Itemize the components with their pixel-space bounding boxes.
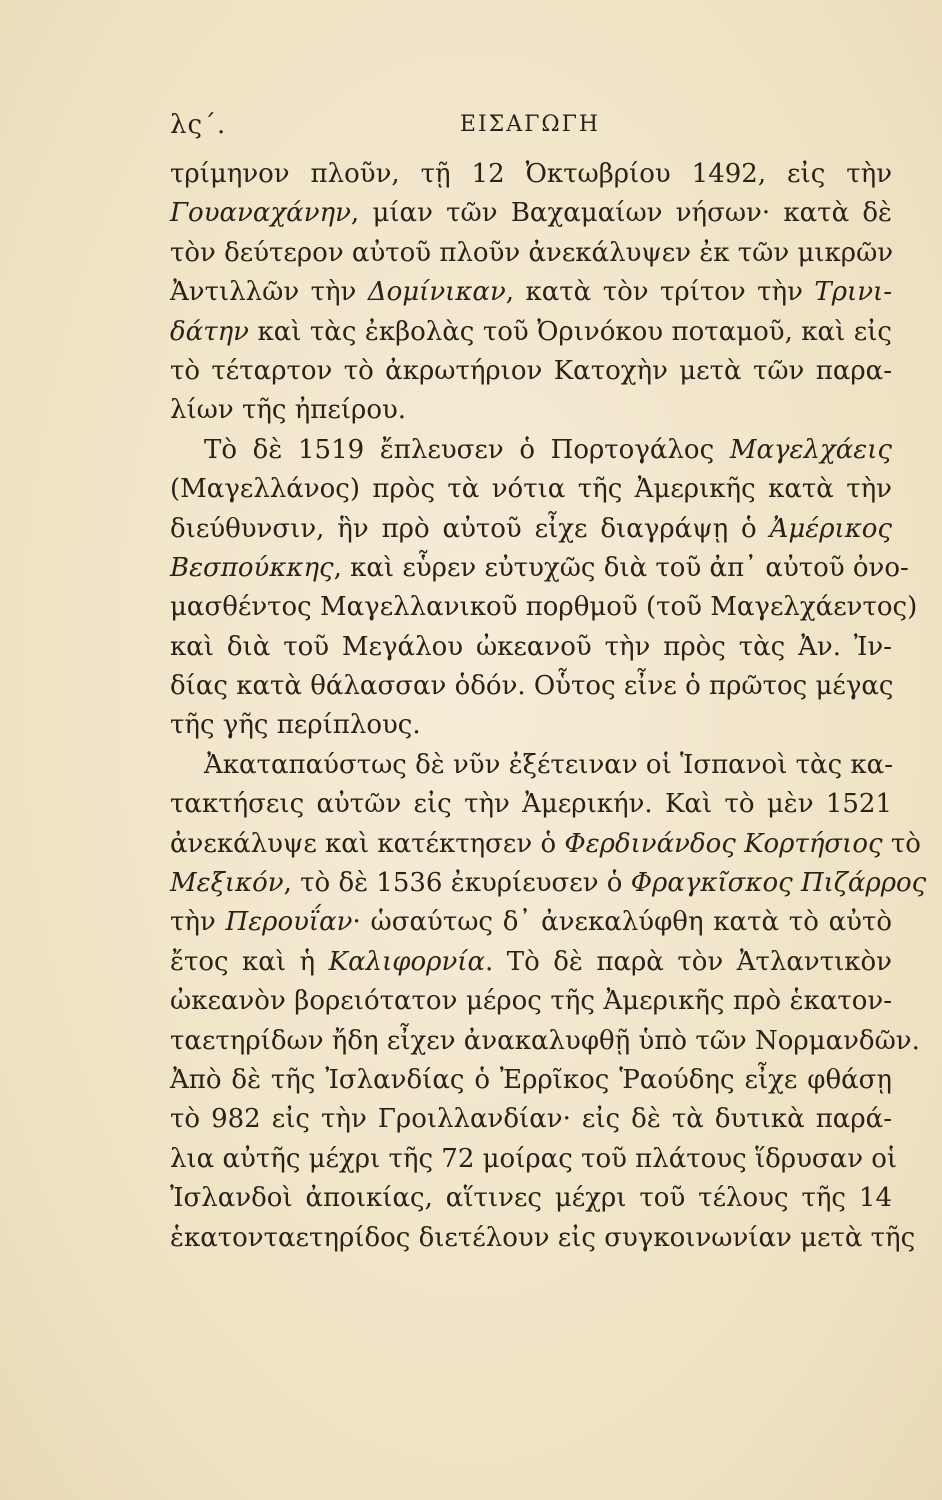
italic-text: Μεξικόν	[170, 868, 284, 899]
text-line	[170, 1100, 892, 1139]
italic-text: Μαγελχάεις	[729, 434, 892, 465]
text-segment: τῆς γῆς περίπλους.	[170, 710, 421, 741]
italic-text: Φερδινάνδος Κορτήσιος	[564, 828, 883, 859]
text-segment: ἔτος καὶ ἡ	[170, 946, 329, 977]
text-line	[170, 391, 892, 430]
text-segment: Τὸ δὲ 1519 ἔπλευσεν ὁ Πορτογάλος	[204, 434, 730, 465]
text-line	[170, 864, 927, 903]
text-segment: λια αὐτῆς μέχρι τῆς 72 μοίρας τοῦ πλάτους ἵδρυσαν οἱ	[170, 1143, 898, 1174]
text-line	[170, 510, 892, 549]
text-segment: Ἰσλανδοὶ ἀποικίας, αἵτινες μέχρι τοῦ τέλους τῆς 14	[170, 1183, 892, 1214]
text-segment: τὴν	[170, 907, 226, 938]
body-text	[170, 155, 927, 1258]
text-line	[170, 273, 892, 312]
text-segment: ἑκατονταετηρίδος διετέλουν εἰς συγκοινωνίαν μετὰ τῆς	[170, 1222, 916, 1253]
text-segment: δίας κατὰ θάλασσαν ὁδόν. Οὗτος εἶνε ὁ πρῶτος μέγας	[170, 671, 894, 702]
text-segment: τὸ	[882, 828, 921, 859]
text-segment: μασθέντος Μαγελλανικοῦ πορθμοῦ (τοῦ Μαγελχάεντος)	[170, 592, 918, 623]
italic-text: Τρινι-	[814, 277, 893, 308]
text-line	[170, 352, 892, 391]
text-line	[170, 155, 892, 194]
italic-text: Δομίνικαν	[367, 277, 506, 308]
text-line	[170, 628, 892, 667]
text-segment: Ἀπὸ δὲ τῆς Ἰσλανδίας ὁ Ἐρρῖκος Ῥαούδης εἶχε φθάσῃ	[170, 1064, 892, 1095]
text-segment: τὸ τέταρτον τὸ ἀκρωτήριον Κατοχὴν μετὰ τῶν παρα-	[170, 355, 892, 386]
text-segment: ταετηρίδων ἤδη εἶχεν ἀνακαλυφθῇ ὑπὸ τῶν Νορμανδῶν.	[170, 1025, 920, 1056]
text-line	[170, 470, 892, 509]
text-segment: . Τὸ δὲ παρὰ τὸν Ἀτλαντικὸν	[485, 946, 892, 977]
text-segment: λίων τῆς ἠπείρου.	[170, 395, 407, 426]
text-line	[170, 194, 892, 233]
text-segment: καὶ διὰ τοῦ Μεγάλου ὠκεανοῦ τὴν πρὸς τὰς Ἀν. Ἰν-	[170, 631, 892, 662]
text-segment: τακτήσεις αὐτῶν εἰς τὴν Ἀμερικήν. Καὶ τὸ μὲν 1521	[170, 789, 892, 820]
text-line	[170, 982, 892, 1021]
page-header	[170, 110, 890, 150]
text-line	[170, 785, 892, 824]
text-segment: τὸ 982 εἰς τὴν Γροιλλανδίαν· εἰς δὲ τὰ δυτικὰ παρά-	[170, 1104, 892, 1135]
text-segment: τὸν δεύτερον αὐτοῦ πλοῦν ἀνεκάλυψεν ἐκ τῶν μικρῶν	[170, 237, 894, 268]
text-line	[170, 746, 892, 785]
text-line	[170, 431, 892, 470]
text-line	[170, 588, 918, 627]
text-line	[170, 943, 892, 982]
text-line	[170, 903, 892, 942]
italic-text: Βεσπούκκης	[170, 552, 334, 583]
italic-text: Ἀμέρικος	[769, 513, 892, 544]
italic-text: Γουαναχάνην	[170, 198, 351, 229]
text-line	[170, 667, 892, 706]
text-line	[170, 1179, 892, 1218]
text-segment: · ὡσαύτως δ᾽ ἀνεκαλύφθη κατὰ τὸ αὐτὸ	[352, 907, 893, 938]
text-segment: διεύθυνσιν, ἣν πρὸ αὐτοῦ εἶχε διαγράψῃ ὁ	[170, 513, 770, 544]
text-line	[170, 313, 892, 352]
text-line	[170, 549, 909, 588]
italic-text: δάτην	[170, 316, 249, 347]
text-segment: , κατὰ τὸν τρίτον τὴν	[505, 277, 815, 308]
text-segment: ἀνεκάλυψε καὶ κατέκτησεν ὁ	[170, 828, 565, 859]
text-segment: , μίαν τῶν Βαχαμαίων νήσων· κατὰ δὲ	[350, 198, 892, 229]
text-segment: τρίμηνον πλοῦν, τῇ 12 Ὀκτωβρίου 1492, εἰς τὴν	[170, 159, 892, 189]
text-line	[170, 1022, 920, 1061]
text-segment: , τὸ δὲ 1536 ἐκυρίευσεν ὁ	[283, 868, 631, 899]
text-line	[170, 234, 892, 273]
italic-text: Περουΐαν	[225, 907, 353, 938]
text-line	[170, 1061, 892, 1100]
text-line	[170, 706, 892, 745]
running-head: ΕΙΣΑΓΩΓΗ	[459, 112, 601, 137]
text-line	[170, 1219, 916, 1258]
text-segment: ὠκεανὸν βορειότατον μέρος τῆς Ἀμερικῆς πρὸ ἑκατον-	[170, 986, 892, 1017]
text-line	[170, 825, 921, 864]
text-segment: καὶ τὰς ἐκβολὰς τοῦ Ὀρινόκου ποταμοῦ, καὶ εἰς	[248, 316, 892, 347]
text-line	[170, 1140, 898, 1179]
italic-text: Φραγκῖσκος Πιζάρρος	[630, 868, 927, 899]
text-segment: (Μαγελλάνος) πρὸς τὰ νότια τῆς Ἀμερικῆς κατὰ τὴν	[170, 474, 892, 505]
page-number: λς΄.	[170, 110, 227, 140]
italic-text: Καλιφορνία	[328, 946, 485, 977]
text-segment: Ἀκαταπαύστως δὲ νῦν ἐξέτειναν οἱ Ἱσπανοὶ τὰς κα-	[204, 749, 894, 780]
text-segment: , καὶ εὗρεν εὐτυχῶς διὰ τοῦ ἀπ᾽ αὐτοῦ ὀνο-	[333, 552, 909, 583]
text-segment: Ἀντιλλῶν τὴν	[170, 277, 368, 308]
